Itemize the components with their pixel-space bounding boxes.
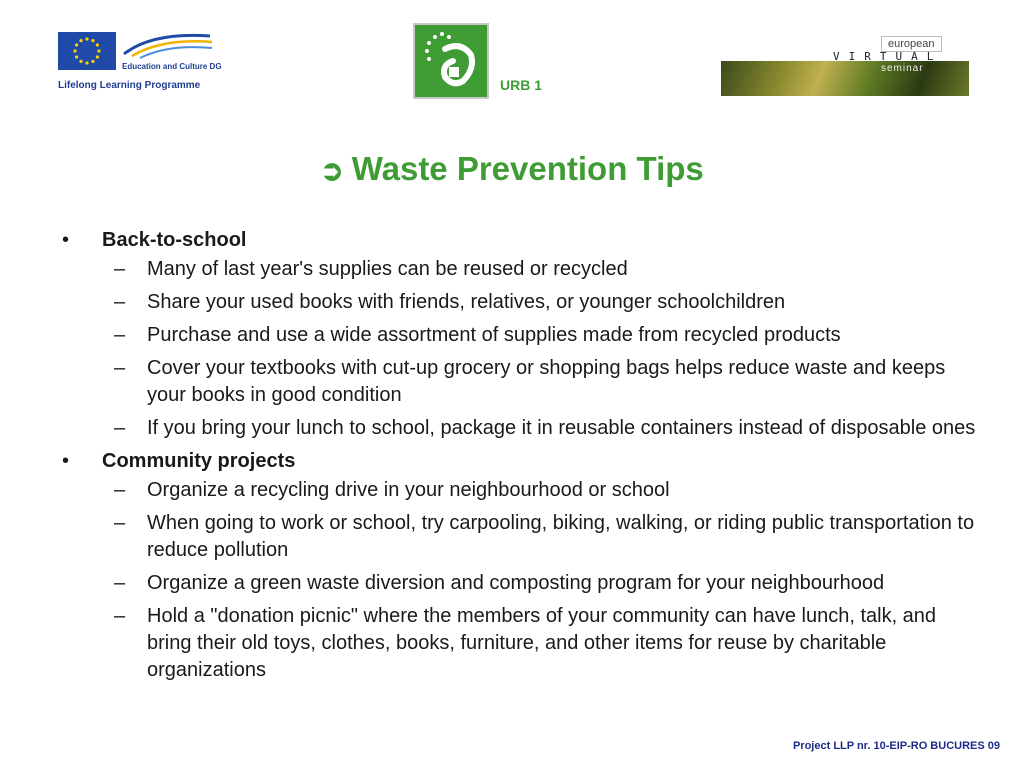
bullet-icon: • <box>62 450 70 472</box>
leaf-banner-image <box>721 61 969 96</box>
project-footer: Project LLP nr. 10-EIP-RO BUCURES 09 <box>792 740 1000 752</box>
slide-header <box>0 0 1024 120</box>
list-item <box>58 603 978 684</box>
evs-virtual-text: VIRTUAL <box>833 50 943 63</box>
section-heading-text: Back-to-school <box>102 229 247 251</box>
list-item <box>58 415 978 442</box>
list-item-text: Share your used books with friends, relatives, or younger schoolchildren <box>147 291 786 313</box>
list-item-text: Organize a green waste diversion and composting program for your neighbourhood <box>147 572 885 594</box>
swoosh-icon <box>122 30 214 60</box>
arrow-right-icon: ➲ <box>320 155 344 186</box>
section-heading-text: Community projects <box>102 450 296 472</box>
list-item-text: If you bring your lunch to school, package it in reusable containers instead of disposable ones <box>147 417 976 439</box>
section-heading <box>58 227 978 254</box>
evs-seminar-text: seminar <box>881 63 924 74</box>
list-item <box>58 355 978 409</box>
list-item-text: Purchase and use a wide assortment of supplies made from recycled products <box>147 324 841 346</box>
dash-icon: – <box>114 357 126 379</box>
dash-icon: – <box>114 258 126 280</box>
european-virtual-seminar-logo <box>721 36 969 96</box>
bullet-content <box>58 221 978 690</box>
slide-title <box>0 150 1024 188</box>
list-item-text: Many of last year's supplies can be reused or recycled <box>147 258 628 280</box>
urb-label: URB 1 <box>500 77 543 93</box>
urb-logo-icon <box>413 23 489 99</box>
eu-program-text: Lifelong Learning Programme <box>58 80 201 91</box>
dash-icon: – <box>114 572 126 594</box>
dash-icon: – <box>114 512 126 534</box>
list-item <box>58 289 978 316</box>
slide-title-text: Waste Prevention Tips <box>351 150 704 187</box>
dash-icon: – <box>114 291 126 313</box>
section-heading <box>58 448 978 475</box>
dash-icon: – <box>114 417 126 439</box>
dash-icon: – <box>114 479 126 501</box>
eu-flag-icon <box>58 32 116 70</box>
bullet-icon: • <box>62 229 70 251</box>
list-item <box>58 510 978 564</box>
eu-dg-text: Education and Culture DG <box>122 62 222 71</box>
list-item-text: Hold a "donation picnic" where the members of your community can have lunch, talk, and bring their old toys, clothes, books, furniture, and other items for reuse by charitable organizations <box>147 605 937 681</box>
list-item-text: When going to work or school, try carpooling, biking, walking, or riding public transportation to reduce pollution <box>147 512 975 561</box>
list-item <box>58 322 978 349</box>
list-item-text: Organize a recycling drive in your neighbourhood or school <box>147 479 670 501</box>
list-item-text: Cover your textbooks with cut-up grocery or shopping bags helps reduce waste and keeps your books in good condition <box>147 357 946 406</box>
dash-icon: – <box>114 605 126 627</box>
list-item <box>58 256 978 283</box>
list-item <box>58 477 978 504</box>
list-item <box>58 570 978 597</box>
dash-icon: – <box>114 324 126 346</box>
evs-european-text: european <box>881 36 942 52</box>
eu-lifelong-learning-logo <box>56 30 221 94</box>
